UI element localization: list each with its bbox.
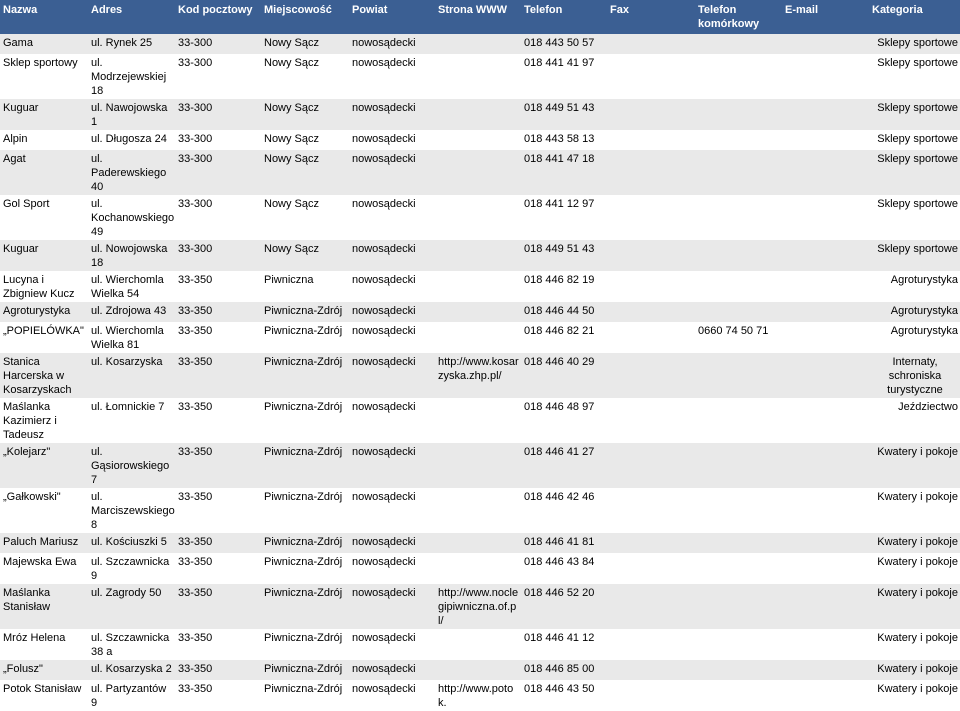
cell-mobile [695,54,782,99]
cell-email [782,584,869,629]
cell-email [782,353,869,398]
header-email: E-mail [782,0,869,34]
cell-category: Sklepy sportowe [869,99,960,130]
cell-name: Majewska Ewa [0,553,88,584]
table-row [0,584,960,629]
cell-mobile [695,553,782,584]
table-row [0,150,960,195]
cell-address: ul. Partyzantów 9 [88,680,175,711]
cell-website [435,195,521,240]
cell-address: ul. Szczawnicka 9 [88,553,175,584]
cell-county: nowosądecki [349,680,435,711]
cell-fax [607,302,695,322]
cell-phone: 018 443 58 13 [521,130,607,150]
cell-county: nowosądecki [349,488,435,533]
cell-fax [607,195,695,240]
header-name: Nazwa [0,0,88,34]
cell-county: nowosądecki [349,302,435,322]
cell-email [782,302,869,322]
cell-address: ul. Łomnickie 7 [88,398,175,443]
cell-fax [607,150,695,195]
cell-phone: 018 446 41 81 [521,533,607,553]
table-row [0,271,960,302]
cell-county: nowosądecki [349,240,435,271]
cell-address: ul. Kościuszki 5 [88,533,175,553]
cell-website [435,629,521,660]
cell-county: nowosądecki [349,584,435,629]
cell-website [435,240,521,271]
cell-name: „Folusz" [0,660,88,680]
cell-email [782,271,869,302]
table-body [0,34,960,711]
cell-postal-code: 33-300 [175,130,261,150]
cell-website [435,553,521,584]
cell-postal-code: 33-350 [175,629,261,660]
table-row [0,99,960,130]
cell-email [782,553,869,584]
cell-county: nowosądecki [349,195,435,240]
cell-phone: 018 446 85 00 [521,660,607,680]
cell-county: nowosądecki [349,99,435,130]
cell-city: Piwniczna-Zdrój [261,533,349,553]
cell-category: Kwatery i pokoje [869,660,960,680]
cell-county: nowosądecki [349,271,435,302]
cell-category: Internaty, schroniska turystyczne [869,353,960,398]
cell-mobile [695,660,782,680]
cell-name: „POPIELÓWKA" [0,322,88,353]
cell-city: Nowy Sącz [261,99,349,130]
cell-mobile [695,302,782,322]
cell-category: Kwatery i pokoje [869,629,960,660]
cell-email [782,322,869,353]
cell-website [435,398,521,443]
cell-phone: 018 446 52 20 [521,584,607,629]
cell-county: nowosądecki [349,553,435,584]
table-row [0,680,960,711]
cell-phone: 018 449 51 43 [521,240,607,271]
cell-postal-code: 33-350 [175,271,261,302]
cell-postal-code: 33-350 [175,353,261,398]
table-row [0,353,960,398]
cell-city: Nowy Sącz [261,54,349,99]
cell-fax [607,629,695,660]
cell-fax [607,54,695,99]
cell-postal-code: 33-350 [175,553,261,584]
cell-website [435,34,521,54]
table-row [0,533,960,553]
header-fax: Fax [607,0,695,34]
cell-mobile [695,584,782,629]
cell-fax [607,533,695,553]
cell-mobile [695,629,782,660]
cell-mobile [695,488,782,533]
cell-website [435,660,521,680]
cell-fax [607,660,695,680]
cell-fax [607,553,695,584]
cell-name: Stanica Harcerska w Kosarzyskach [0,353,88,398]
cell-fax [607,34,695,54]
cell-county: nowosądecki [349,533,435,553]
header-county: Powiat [349,0,435,34]
cell-address: ul. Marciszewskiego 8 [88,488,175,533]
cell-category: Sklepy sportowe [869,150,960,195]
cell-mobile [695,130,782,150]
cell-phone: 018 446 41 12 [521,629,607,660]
cell-county: nowosądecki [349,34,435,54]
table-row [0,443,960,488]
cell-category: Kwatery i pokoje [869,443,960,488]
cell-city: Piwniczna-Zdrój [261,322,349,353]
cell-phone: 018 446 43 50 [521,680,607,711]
table-row [0,629,960,660]
header-mobile: Telefon komórkowy [695,0,782,34]
cell-website [435,54,521,99]
table-header [0,0,960,34]
cell-county: nowosądecki [349,398,435,443]
cell-county: nowosądecki [349,443,435,488]
cell-website [435,271,521,302]
cell-mobile: 0660 74 50 71 [695,322,782,353]
cell-city: Piwniczna [261,271,349,302]
cell-mobile [695,150,782,195]
cell-city: Nowy Sącz [261,240,349,271]
cell-city: Nowy Sącz [261,130,349,150]
cell-name: Potok Stanisław [0,680,88,711]
cell-postal-code: 33-350 [175,443,261,488]
table-row [0,195,960,240]
cell-website[interactable]: http://www.noclegipiwniczna.of.pl/ [435,584,521,629]
cell-category: Kwatery i pokoje [869,553,960,584]
cell-email [782,54,869,99]
cell-email [782,99,869,130]
cell-county: nowosądecki [349,322,435,353]
cell-address: ul. Modrzejewskiej 18 [88,54,175,99]
table-row [0,322,960,353]
cell-city: Piwniczna-Zdrój [261,584,349,629]
cell-name: Alpin [0,130,88,150]
cell-postal-code: 33-300 [175,240,261,271]
cell-category: Kwatery i pokoje [869,533,960,553]
cell-email [782,443,869,488]
cell-email [782,680,869,711]
cell-city: Nowy Sącz [261,34,349,54]
cell-name: Maślanka Stanisław [0,584,88,629]
cell-category: Sklepy sportowe [869,240,960,271]
cell-postal-code: 33-300 [175,54,261,99]
cell-website[interactable]: http://www.kosarzyska.zhp.pl/ [435,353,521,398]
cell-address: ul. Zagrody 50 [88,584,175,629]
cell-category: Agroturystyka [869,302,960,322]
cell-fax [607,488,695,533]
cell-postal-code: 33-350 [175,660,261,680]
cell-phone: 018 446 43 84 [521,553,607,584]
cell-phone: 018 446 42 46 [521,488,607,533]
cell-email [782,629,869,660]
cell-name: Kuguar [0,99,88,130]
cell-category: Sklepy sportowe [869,130,960,150]
table-row [0,34,960,54]
table-row [0,553,960,584]
cell-category: Sklepy sportowe [869,195,960,240]
cell-address: ul. Gąsiorowskiego 7 [88,443,175,488]
cell-mobile [695,195,782,240]
cell-county: nowosądecki [349,660,435,680]
cell-postal-code: 33-350 [175,584,261,629]
cell-postal-code: 33-300 [175,99,261,130]
cell-fax [607,99,695,130]
cell-category: Sklepy sportowe [869,34,960,54]
cell-phone: 018 446 44 50 [521,302,607,322]
cell-website [435,443,521,488]
cell-address: ul. Szczawnicka 38 a [88,629,175,660]
cell-county: nowosądecki [349,54,435,99]
cell-city: Nowy Sącz [261,195,349,240]
cell-city: Piwniczna-Zdrój [261,302,349,322]
cell-city: Piwniczna-Zdrój [261,488,349,533]
cell-website[interactable]: http://www.potok. [435,680,521,711]
cell-phone: 018 441 41 97 [521,54,607,99]
header-postal-code: Kod pocztowy [175,0,261,34]
cell-category: Kwatery i pokoje [869,680,960,711]
cell-phone: 018 446 40 29 [521,353,607,398]
cell-email [782,533,869,553]
cell-email [782,398,869,443]
cell-postal-code: 33-350 [175,680,261,711]
cell-city: Piwniczna-Zdrój [261,680,349,711]
cell-email [782,195,869,240]
cell-category: Agroturystyka [869,271,960,302]
cell-phone: 018 446 41 27 [521,443,607,488]
cell-city: Piwniczna-Zdrój [261,660,349,680]
cell-fax [607,584,695,629]
cell-name: Agroturystyka [0,302,88,322]
cell-address: ul. Nawojowska 1 [88,99,175,130]
table-row [0,660,960,680]
cell-fax [607,353,695,398]
cell-mobile [695,353,782,398]
table-row [0,130,960,150]
cell-website [435,99,521,130]
cell-name: Gama [0,34,88,54]
cell-email [782,150,869,195]
cell-website [435,302,521,322]
cell-name: Gol Sport [0,195,88,240]
cell-name: Agat [0,150,88,195]
cell-email [782,34,869,54]
cell-mobile [695,443,782,488]
cell-mobile [695,533,782,553]
cell-website [435,533,521,553]
cell-email [782,660,869,680]
cell-city: Piwniczna-Zdrój [261,353,349,398]
cell-address: ul. Wierchomla Wielka 54 [88,271,175,302]
cell-address: ul. Paderewskiego 40 [88,150,175,195]
cell-address: ul. Kosarzyska 2 [88,660,175,680]
cell-address: ul. Nowojowska 18 [88,240,175,271]
cell-email [782,488,869,533]
table-row [0,54,960,99]
cell-city: Piwniczna-Zdrój [261,398,349,443]
cell-fax [607,322,695,353]
cell-phone: 018 441 12 97 [521,195,607,240]
cell-website [435,150,521,195]
cell-mobile [695,99,782,130]
cell-email [782,240,869,271]
cell-name: Kuguar [0,240,88,271]
cell-phone: 018 449 51 43 [521,99,607,130]
cell-postal-code: 33-350 [175,302,261,322]
cell-website [435,322,521,353]
cell-website [435,130,521,150]
cell-category: Jeździectwo [869,398,960,443]
cell-county: nowosądecki [349,353,435,398]
header-address: Adres [88,0,175,34]
cell-fax [607,398,695,443]
header-category: Kategoria [869,0,960,34]
cell-postal-code: 33-350 [175,533,261,553]
cell-name: Mróz Helena [0,629,88,660]
cell-county: nowosądecki [349,130,435,150]
cell-name: Lucyna i Zbigniew Kucz [0,271,88,302]
cell-city: Piwniczna-Zdrój [261,553,349,584]
cell-fax [607,271,695,302]
table-row [0,488,960,533]
cell-address: ul. Kochanowskiego 49 [88,195,175,240]
cell-fax [607,130,695,150]
cell-name: „Gałkowski" [0,488,88,533]
table-row [0,240,960,271]
cell-category: Kwatery i pokoje [869,488,960,533]
cell-phone: 018 446 82 21 [521,322,607,353]
cell-postal-code: 33-350 [175,488,261,533]
cell-city: Piwniczna-Zdrój [261,443,349,488]
cell-county: nowosądecki [349,629,435,660]
cell-name: „Kolejarz" [0,443,88,488]
cell-email [782,130,869,150]
header-row [0,0,960,34]
cell-name: Sklep sportowy [0,54,88,99]
cell-mobile [695,680,782,711]
cell-phone: 018 441 47 18 [521,150,607,195]
header-city: Miejscowość [261,0,349,34]
cell-fax [607,443,695,488]
cell-mobile [695,398,782,443]
cell-postal-code: 33-300 [175,150,261,195]
cell-postal-code: 33-350 [175,398,261,443]
cell-name: Paluch Mariusz [0,533,88,553]
table-row [0,302,960,322]
cell-name: Maślanka Kazimierz i Tadeusz [0,398,88,443]
cell-fax [607,240,695,271]
cell-county: nowosądecki [349,150,435,195]
cell-phone: 018 446 82 19 [521,271,607,302]
header-phone: Telefon [521,0,607,34]
cell-mobile [695,240,782,271]
cell-city: Piwniczna-Zdrój [261,629,349,660]
cell-address: ul. Kosarzyska [88,353,175,398]
cell-address: ul. Wierchomla Wielka 81 [88,322,175,353]
cell-website [435,488,521,533]
cell-address: ul. Rynek 25 [88,34,175,54]
cell-city: Nowy Sącz [261,150,349,195]
cell-postal-code: 33-350 [175,322,261,353]
cell-fax [607,680,695,711]
cell-phone: 018 443 50 57 [521,34,607,54]
cell-postal-code: 33-300 [175,195,261,240]
header-website: Strona WWW [435,0,521,34]
table-row [0,398,960,443]
cell-postal-code: 33-300 [175,34,261,54]
cell-address: ul. Zdrojowa 43 [88,302,175,322]
cell-category: Sklepy sportowe [869,54,960,99]
cell-address: ul. Długosza 24 [88,130,175,150]
cell-phone: 018 446 48 97 [521,398,607,443]
cell-mobile [695,34,782,54]
cell-mobile [695,271,782,302]
cell-category: Agroturystyka [869,322,960,353]
cell-category: Kwatery i pokoje [869,584,960,629]
